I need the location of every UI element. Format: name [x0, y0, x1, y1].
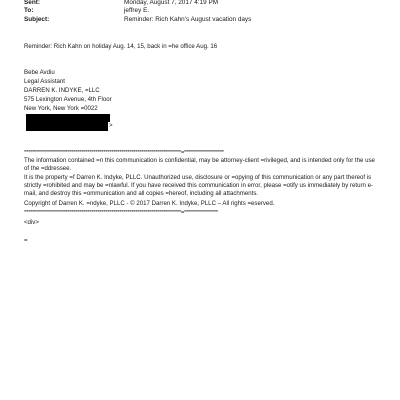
sent-value: Monday, August 7, 2017 4:19 PM [124, 0, 219, 6]
subject-label: Subject: [24, 16, 50, 23]
subject-value: Reminder: Rich Kahn's August vacation days [124, 16, 252, 23]
to-value: jeffrey E. [124, 7, 150, 14]
to-row [24, 7, 149, 15]
signature-title: Legal Assistant [24, 78, 65, 85]
equals-text: = [24, 237, 28, 244]
disclaimer-paragraph-1: The information contained =n this communication is confidential, may be attorney-client =rivileged, and is intended only for the use of the =ddressee. [24, 157, 375, 172]
redaction-bar-2 [26, 122, 108, 131]
disclaimer-separator-bottom: *******************************************************************************=***************** [24, 210, 218, 216]
sent-label: Sent: [24, 0, 40, 6]
to-label: To: [24, 7, 34, 14]
reminder-text: Reminder: Rich Kahn on holiday Aug. 14, 15, back in =he office Aug. 16 [24, 43, 218, 50]
sent-row [24, 0, 218, 7]
signature-firm: DARREN K. INDYKE, =LLC [24, 87, 100, 94]
signature-address-line2: New York, New York =0022 [24, 105, 98, 112]
redacted-line-tail: > [109, 122, 113, 129]
disclaimer-paragraph-2: It is the property =f Darren K. Indyke, PLLC. Unauthorized use, disclosure or =opying of this communication or any part thereof is strictly =rohibited and may be =nlawful. If you have received this communication in error, please =otify us immediately by return e-mail, and destroy this =ommunication and all copies =hereof, including all attachments. [24, 174, 374, 197]
div-tag-text: <div> [24, 219, 39, 226]
disclaimer-copyright: Copyright of Darren K. =ndyke, PLLC - © 2017 Darren K. Indyke, PLLC – All rights =eserved. [24, 200, 275, 207]
signature-address-line1: 575 Lexington Avenue, 4th Floor [24, 96, 112, 103]
disclaimer-separator-top: *******************************************************************************=******************** [24, 150, 224, 156]
subject-row [24, 16, 251, 24]
signature-name: Bebe Avdiu [24, 69, 55, 76]
redaction-bar-1 [26, 114, 110, 122]
